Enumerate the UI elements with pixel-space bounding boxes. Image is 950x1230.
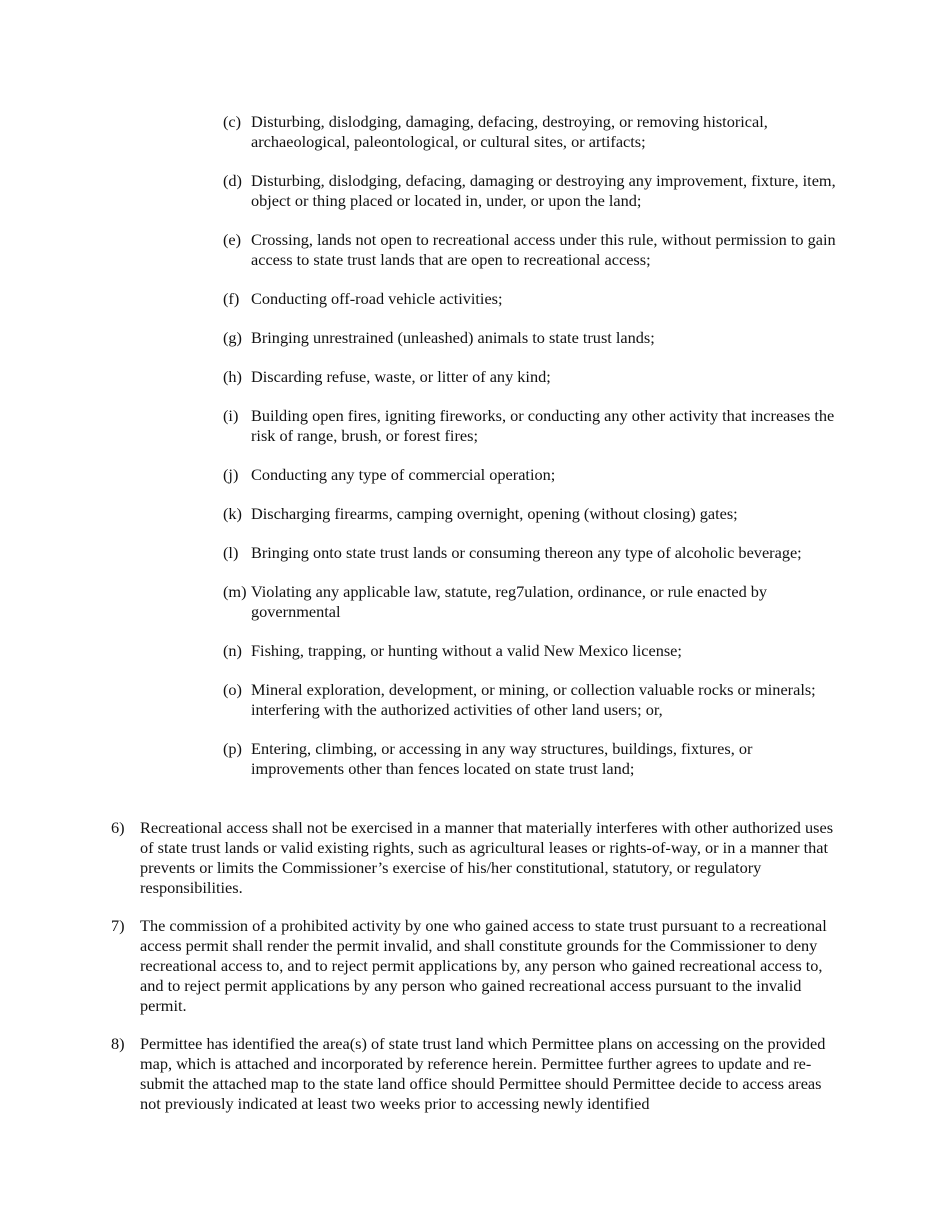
- list-item-e: [223, 230, 848, 270]
- list-item-k: [223, 504, 848, 524]
- item-text: Discharging firearms, camping overnight, opening (without closing) gates;: [251, 504, 738, 523]
- item-text: Bringing unrestrained (unleashed) animals to state trust lands;: [251, 328, 655, 347]
- list-item-n: [223, 641, 848, 661]
- list-item-p: [223, 739, 848, 779]
- list-item-h: [223, 367, 848, 387]
- item-marker: (i): [223, 406, 239, 425]
- item-marker: 8): [111, 1034, 125, 1053]
- item-marker: 7): [111, 916, 125, 935]
- item-marker: (e): [223, 230, 242, 249]
- item-marker: (j): [223, 465, 239, 484]
- item-text: Bringing onto state trust lands or consuming thereon any type of alcoholic beverage;: [251, 543, 802, 562]
- item-text: Recreational access shall not be exercised in a manner that materially interferes with other authorized uses of state trust lands or valid existing rights, such as agricultural leases or rights-of-way, or in a manner that prevents or limits the Commissioner’s exercise of his/her constitutional, statutory, or regulatory responsibilities.: [140, 818, 834, 897]
- item-text: Mineral exploration, development, or mining, or collection valuable rocks or minerals; interfering with the authorized activities of other land users; or,: [251, 680, 816, 719]
- list-item-d: [223, 171, 848, 211]
- item-marker: (n): [223, 641, 242, 660]
- item-text: Discarding refuse, waste, or litter of any kind;: [251, 367, 551, 386]
- item-marker: (l): [223, 543, 239, 562]
- item-marker: (o): [223, 680, 242, 699]
- item-marker: (g): [223, 328, 242, 347]
- list-item-8: [111, 1034, 841, 1114]
- item-text: Violating any applicable law, statute, reg7ulation, ordinance, or rule enacted by governmental: [251, 582, 768, 621]
- list-item-6: [111, 818, 841, 898]
- item-marker: (d): [223, 171, 242, 190]
- item-text: Crossing, lands not open to recreational access under this rule, without permission to gain access to state trust lands that are open to recreational access;: [251, 230, 836, 269]
- item-marker: (c): [223, 112, 242, 131]
- list-item-c: [223, 112, 848, 152]
- item-text: Conducting any type of commercial operation;: [251, 465, 556, 484]
- list-item-7: [111, 916, 841, 1016]
- item-text: Disturbing, dislodging, defacing, damaging or destroying any improvement, fixture, item, object or thing placed or located in, under, or upon the land;: [251, 171, 836, 210]
- list-item-j: [223, 465, 848, 485]
- item-text: Conducting off-road vehicle activities;: [251, 289, 503, 308]
- item-marker: (h): [223, 367, 242, 386]
- list-item-l: [223, 543, 848, 563]
- list-item-m: [223, 582, 848, 622]
- item-marker: (f): [223, 289, 240, 308]
- list-item-o: [223, 680, 848, 720]
- item-marker: (m): [223, 582, 247, 601]
- item-text: The commission of a prohibited activity by one who gained access to state trust pursuant to a recreational access permit shall render the permit invalid, and shall constitute grounds for the Commissioner to deny recreational access to, and to reject permit applications by, any person who gained recreational access to, and to reject permit applications by any person who gained recreational access pursuant to the invalid permit.: [140, 916, 827, 1015]
- list-item-f: [223, 289, 848, 309]
- item-text: Building open fires, igniting fireworks, or conducting any other activity that increases the risk of range, brush, or forest fires;: [251, 406, 835, 445]
- item-marker: (k): [223, 504, 242, 523]
- item-marker: (p): [223, 739, 242, 758]
- item-marker: 6): [111, 818, 125, 837]
- item-text: Entering, climbing, or accessing in any way structures, buildings, fixtures, or improvements other than fences located on state trust land;: [251, 739, 753, 778]
- item-text: Permittee has identified the area(s) of state trust land which Permittee plans on accessing on the provided map, which is attached and incorporated by reference herein. Permittee further agrees to update and re-submit the attached map to the state land office should Permittee should Permittee decide to access areas not previously indicated at least two weeks prior to accessing newly identified: [140, 1034, 826, 1113]
- list-item-i: [223, 406, 848, 446]
- item-text: Disturbing, dislodging, damaging, defacing, destroying, or removing historical, archaeological, paleontological, or cultural sites, or artifacts;: [251, 112, 768, 151]
- item-text: Fishing, trapping, or hunting without a valid New Mexico license;: [251, 641, 682, 660]
- list-item-g: [223, 328, 848, 348]
